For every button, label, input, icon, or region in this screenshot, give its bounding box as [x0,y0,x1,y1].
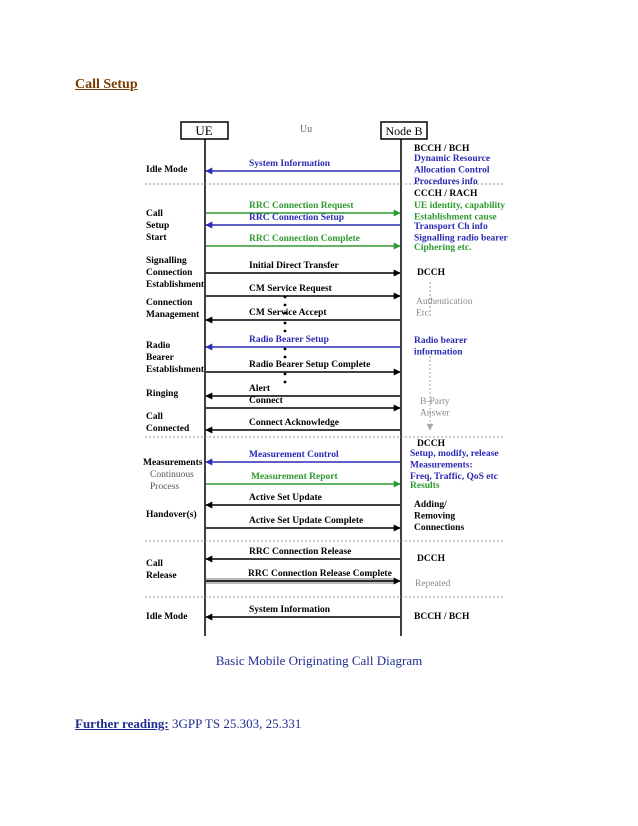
message-label: RRC Connection Release [249,547,352,557]
message-label: RRC Connection Release Complete [248,569,392,579]
message-label: Radio Bearer Setup Complete [249,360,371,370]
note-setup-modify-release: Setup, modify, release Measurements: Freq, Traffic, QoS etc [410,449,499,482]
message-active-set-update-complete [206,516,400,528]
message-rrc-connection-complete [206,234,400,246]
note-results: Results [410,481,440,491]
message-label: RRC Connection Setup [249,213,345,223]
message-rrc-connection-setup [206,213,400,225]
message-rrc-connection-release-complete [206,569,400,584]
further-reading [75,716,301,732]
further-reading-label: Further reading: [75,716,169,731]
phase-call-setup-start: Call Setup Start [146,209,170,243]
note-ccch-rach: CCCH / RACH [414,189,478,199]
note-radio-bearer: Radio bearer information [414,336,468,358]
phase-call-release: Call Release [146,559,177,581]
message-cm-service-request [206,284,400,296]
phase-continuous-process: Continuous Process [150,470,194,492]
message-alert [206,384,400,396]
phase-ringing: Ringing [146,389,179,399]
message-cm-service-accept [206,308,400,320]
note-dcch: DCCH [417,554,445,564]
note-dcch: DCCH [417,439,445,449]
uu-label: Uu [299,124,313,135]
message-system-information [206,159,400,171]
note-bcch-bch: BCCH / BCH [414,144,470,154]
ue-label: UE [195,123,213,138]
message-label: System Information [249,159,331,169]
message-label: RRC Connection Complete [249,234,360,244]
note-bcch-bch: BCCH / BCH [414,612,470,622]
message-connect [206,396,400,408]
message-system-information [206,605,400,617]
message-connect-acknowledge [206,418,400,430]
message-label: Alert [249,384,271,394]
phase-signalling-connection-establishment: Signalling Connection Establishment [146,256,205,290]
page-heading: Call Setup [75,77,138,92]
message-label: Radio Bearer Setup [249,335,329,345]
note-ciphering-etc: Ciphering etc. [414,243,472,253]
message-rrc-connection-release [206,547,400,559]
note-b-party: B-Party Answer [420,397,450,419]
phase-radio-bearer-establishment: Radio Bearer Establishment [146,341,205,375]
message-label: Initial Direct Transfer [249,261,339,271]
message-label: Connect Acknowledge [249,418,339,428]
message-label: Connect [249,396,283,406]
phase-idle-mode: Idle Mode [146,612,188,622]
message-measurement-control [206,450,400,462]
nodeb-label: Node B [385,124,423,138]
message-label: RRC Connection Request [249,201,354,211]
message-radio-bearer-setup [206,335,400,347]
note-transport-ch-info: Transport Ch info Signalling radio bearer [414,222,508,244]
message-measurement-report [206,472,400,484]
note-authentication: Authentication Etc. [416,297,473,319]
message-initial-direct-transfer [206,261,400,273]
note-ue-identity-capability: UE identity, capability Establishment cause [414,201,506,223]
phase-idle-mode: Idle Mode [146,165,188,175]
message-label: Active Set Update Complete [249,516,364,526]
message-label: CM Service Accept [249,308,327,318]
note-dcch: DCCH [417,268,445,278]
phase-connection-management: Connection Management [146,298,200,320]
phase-handover-s: Handover(s) [146,510,197,520]
note-repeated: Repeated [415,579,451,589]
further-reading-text: 3GPP TS 25.303, 25.331 [168,716,302,731]
note-adding: Adding/ Removing Connections [414,500,465,533]
message-radio-bearer-setup-complete [206,360,400,372]
message-rrc-connection-request [206,201,400,213]
message-active-set-update [206,493,400,505]
message-label: System Information [249,605,331,615]
note-dynamic-resource: Dynamic Resource Allocation Control Procedures info [414,154,491,187]
message-label: Measurement Control [249,450,339,460]
phase-call-connected: Call Connected [146,412,190,434]
phase-measurements: Measurements [143,458,203,468]
message-label: CM Service Request [249,284,332,294]
message-label: Measurement Report [251,472,338,482]
diagram-caption: Basic Mobile Originating Call Diagram [215,653,423,668]
message-label: Active Set Update [249,493,322,503]
